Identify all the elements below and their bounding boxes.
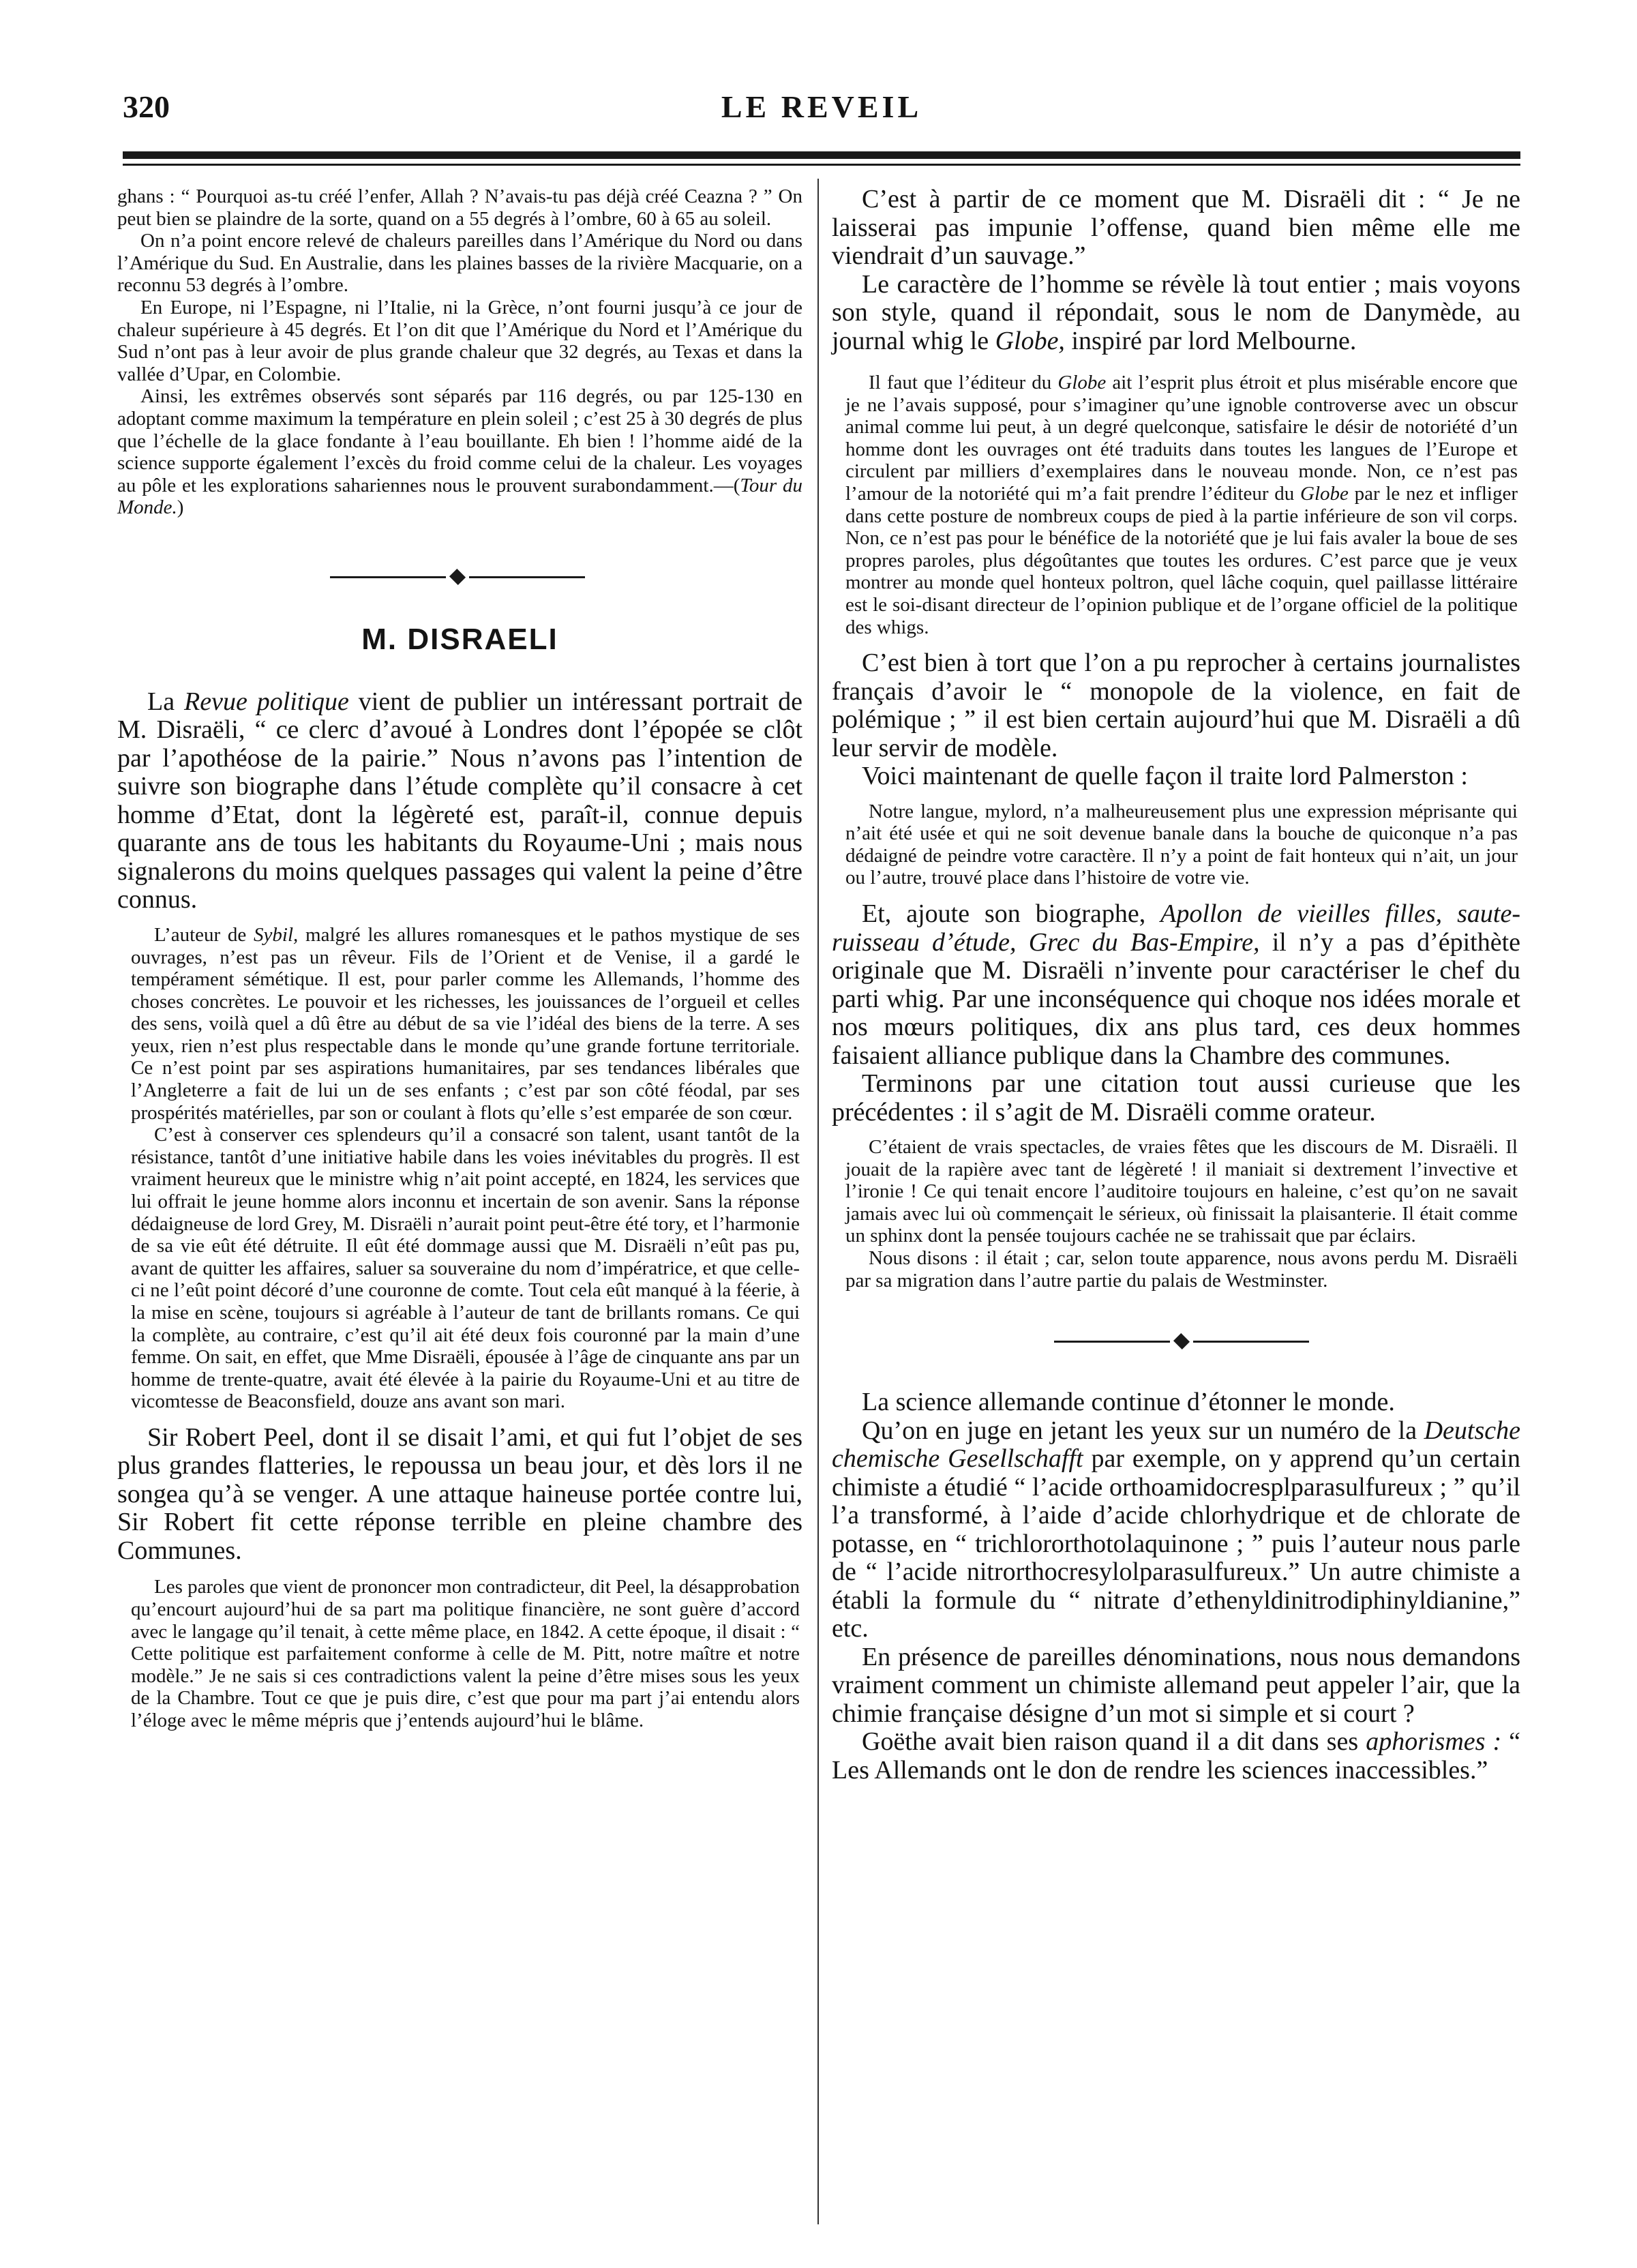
epithets: Apollon de vieilles filles, saute-ruisseau d’étude, Grec du Bas-Empire,: [832, 899, 1520, 957]
article-paragraph: La science allemande continue d’étonner le monde.: [862, 1388, 1395, 1417]
article-paragraph: [117, 688, 802, 914]
article-paragraph: Terminons par une citation tout aussi curieuse que les précédentes : il s’agit de M. Disraëli comme orateur.: [832, 1069, 1520, 1126]
left-column: [117, 185, 802, 1732]
paragraph-text: ): [177, 496, 184, 519]
paragraph-text: Qu’on en juge en jetant les yeux sur un numéro de la: [862, 1416, 1424, 1445]
paragraph-text: par exemple, on y apprend qu’un certain chimiste a étudié “ l’acide orthoamidocresplparasulfureux ; ” qu’il l’a transformé, à l’aide d’acide chlorhydrique et de chlorate de potasse, en “ trichlororthotolaquinone ; ” puis l’auteur nous parle de “ l’acide nitrorthocresylolparasulfureux.” Un autre chimiste a établi la formule du “ nitrate d’ethenyldinitrodiphinyldianine,” etc.: [832, 1444, 1520, 1643]
publication-name: Revue politique: [184, 687, 349, 716]
article-paragraph: On n’a point encore relevé de chaleurs pareilles dans l’Amérique du Nord ou dans l’Amérique du Sud. En Australie, dans les plaines basses de la rivière Macquarie, on a reconnu 53 degrés à l’ombre.: [117, 230, 802, 297]
paragraph-text: il n’y a pas d’épithète originale que M. Disraëli n’invente pour caractériser le chef du parti whig. Par une inconséquence qui choque nos idées morale et nos mœurs politiques, dix ans plus tard, ces deux hommes faisaient alliance publique dans la Chambre des communes.: [832, 927, 1520, 1070]
page-number: 320: [123, 89, 170, 124]
paragraph-text: ait l’esprit plus étroit et plus misérable encore que je ne l’avais supposé, pour s’imaginer qu’une ignoble controverse avec un obscur animal comme lui peut, à un degré quelconque, satisfaire le désir de notoriété d’un homme dont les ouvrages ont été traduits dans toutes les langues de l’Europe et circulent par milliers d’exemplaires dans le nouveau monde. Non, ce n’est pas l’amour de la notoriété qui m’a fait prendre l’éditeur du: [845, 372, 1518, 505]
paragraph-text: malgré les allures romanesques et le pathos mystique de ses ouvrages, n’est pas un rêveur. Fils de l’Orient et de Venise, il a gardé le tempérament sémétique. Il est, pour parler comme les Allemands, l’homme des choses concrètes. Le pouvoir et les richesses, les jouissances de l’orgueil et celles des sens, voilà quel a dû être au début de sa vie l’idéal des biens de la terre. A ses yeux, rien n’est plus respectable dans le monde qu’une grande fortune territoriale. Ce n’est point par ses aspirations humanitaires, par ses tendances libérales que l’Angleterre a fait de lui un de ses enfants ; c’est par son côté féodal, par ses prospérités matérielles, par son or coulant à flots qu’elle s’est emparée de son cœur.: [131, 923, 800, 1124]
section-title: M. DISRAELI: [361, 622, 558, 656]
article-paragraph: C’est bien à tort que l’on a pu reprocher à certains journalistes français d’avoir le “ monopole de la violence, en fait de polémique ; ” il est bien certain aujourd’hui que M. Disraëli a dû leur servir de modèle.: [832, 648, 1520, 762]
quoted-passage: Les paroles que vient de prononcer mon contradicteur, dit Peel, la désapprobation qu’encourt aujourd’hui de sa part ma politique financière, ne sont guère d’accord avec le langage qu’il tenait, à cette même place, en 1842. A cette époque, il disait : “ Cette politique est parfaitement conforme à celle de M. Pitt, notre maître et notre modèle.” Je ne sais si ces contradictions valent la peine d’être mises sous les yeux de la Chambre. Tout ce que je puis dire, c’est que pour ma part j’ai entendu alors l’éloge avec le même mépris que j’entends aujourd’hui le blâme.: [131, 1576, 800, 1732]
article-paragraph: [117, 385, 802, 519]
article-paragraph: Voici maintenant de quelle façon il traite lord Palmerston :: [862, 762, 1468, 791]
page-header: [123, 89, 1520, 136]
quoted-passage: [832, 372, 1520, 638]
section-ornament: [117, 567, 802, 587]
quoted-passage: C’étaient de vrais spectacles, de vraies fêtes que les discours de M. Disraëli. Il jouait de la rapière avec tant de légèreté ! il maniait si dextrement l’invective et l’ironie ! Ce qui tenait encore l’auditoire toujours en haleine, c’est qu’on ne savait jamais avec lui où commençait le sérieux, où finissait la plaisanterie. Il était comme un sphinx dont la pensée toujours cachée ne se trahissait que par éclairs.: [845, 1136, 1518, 1247]
paragraph-text: vient de publier un intéressant portrait de M. Disraëli, “ ce clerc d’avoué à Londres dont l’épopée se clôt par l’apothéose de la pairie.” Nous n’avons pas l’intention de suivre son biographe dans l’étude complète qu’il consacre à cet homme d’Etat, dont la légèreté est, paraît-il, connue depuis quarante ans de tous les habitants du Royaume-Uni ; mais nous signalerons du moins quelques passages qui valent la peine d’être connus.: [117, 687, 802, 914]
section-ornament: [832, 1331, 1520, 1352]
article-paragraph: ghans : “ Pourquoi as-tu créé l’enfer, Allah ? N’avais-tu pas déjà créé Ceazna ? ” On peut bien se plaindre de la sorte, quand on a 55 degrés à l’ombre, 60 à 65 au soleil.: [117, 185, 802, 230]
paragraph-text: Ainsi, les extrêmes observés sont séparés par 116 degrés, ou par 125-130 en adoptant comme maximum la température en plein soleil ; c’est 25 à 30 degrés de plus que l’échelle de la glace fondante à l’eau bouillante. Eh bien ! l’homme aidé de la science supporte également l’excès du froid comme celui de la chaleur. Les voyages au pôle et les explorations sahariennes nous le prouvent surabondamment.—(: [117, 385, 802, 496]
paragraph-text: “ Les Allemands ont le don de rendre les sciences inaccessibles.”: [832, 1727, 1521, 1785]
right-column: [832, 185, 1520, 1785]
paragraph-text: L’auteur de: [154, 923, 254, 946]
source-citation: Tour du Monde.: [117, 474, 802, 519]
publication-name: Deutsche chemische Gesellschafft: [832, 1416, 1520, 1474]
publication-name: Globe,: [995, 326, 1065, 355]
column-separator: [817, 179, 819, 2224]
paragraph-text: inspiré par lord Melbourne.: [1064, 326, 1357, 355]
paragraph-text: Il faut que l’éditeur du: [869, 372, 1058, 393]
article-paragraph: En Europe, ni l’Espagne, ni l’Italie, ni la Grèce, n’ont fourni jusqu’à ce jour de chaleur supérieure à 45 degrés. Et l’on dit que l’Amérique du Nord et l’Amérique du Sud n’ont pas à leur avoir de plus grande chaleur que 32 degrés, au Texas et dans la vallée d’Upar, en Colombie.: [117, 296, 802, 385]
article-paragraph: [832, 1728, 1520, 1785]
journal-title: LE REVEIL: [721, 89, 922, 124]
article-paragraph: C’est à partir de ce moment que M. Disraëli dit : “ Je ne laisserai pas impunie l’offense, quand bien même elle me viendrait d’un sauvage.”: [832, 185, 1520, 270]
quoted-passage: [117, 924, 802, 1124]
quoted-passage: Nous disons : il était ; car, selon toute apparence, nous avons perdu M. Disraëli par sa migration dans l’autre partie du palais de Westminster.: [845, 1247, 1518, 1292]
header-rule-thin: [123, 164, 1520, 166]
article-paragraph: [832, 271, 1520, 356]
book-title: Sybil,: [254, 923, 299, 946]
book-title: aphorismes :: [1366, 1727, 1502, 1757]
quoted-passage: Notre langue, mylord, n’a malheureusement plus une expression méprisante qui n’ait été usée et qui ne soit devenue banale dans la bouche de quiconque n’a pas dédaigné de peindre votre caractère. Il n’y a point de fait honteux qui n’ait, un jour ou l’autre, trouvé place dans l’histoire de votre vie.: [845, 800, 1518, 889]
article-paragraph: Sir Robert Peel, dont il se disait l’ami, et qui fut l’objet de ses plus grandes flatteries, le repoussa un beau jour, et dès lors il ne songea qu’à se venger. A une attaque haineuse portée contre lui, Sir Robert fit cette réponse terrible en pleine chambre des Communes.: [117, 1422, 802, 1565]
article-paragraph: En présence de pareilles dénominations, nous nous demandons vraiment comment un chimiste allemand peut appeler l’air, que la chimie française désigne d’un mot si simple et si court ?: [832, 1642, 1520, 1728]
article-paragraph: [832, 1417, 1520, 1643]
header-rule-thick: [123, 151, 1520, 159]
publication-name: Globe: [1300, 482, 1349, 505]
quoted-passage: C’est à conserver ces splendeurs qu’il a consacré son talent, usant tantôt de la résistance, tantôt d’une initiative habile dans les voies inévitables du progrès. Il est vraiment heureux que le ministre whig n’ait point accepté, en 1824, les services que lui offrait le jeune homme alors inconnu et incertain de son avenir. Sans la réponse dédaigneuse de lord Grey, M. Disraëli n’aurait point peut-être été tory, et l’harmonie de sa vie eût été détruite. Il eût été dommage aussi que M. Disraëli n’eût pas pu, avant de quitter les affaires, saluer sa souveraine du nom d’impératrice, et que celle-ci ne l’eût point décoré d’une couronne de comte. Tout cela eût manqué à la féerie, à la mise en scène, toujours si agréable à l’auteur de tant de brillants romans. Ce qui la complète, au contraire, c’est qu’il ait été deux fois couronné par la main d’une femme. On sait, en effet, que Mme Disraëli, épousée à l’âge de cinquante ans par un homme de trente-quatre, avait été élevée à la pairie du Royaume-Uni et au titre de vicomtesse de Beaconsfield, douze ans avant son mari.: [131, 1124, 800, 1413]
article-paragraph: [832, 900, 1520, 1070]
paragraph-text: La: [147, 687, 184, 716]
publication-name: Globe: [1057, 372, 1107, 393]
paragraph-text: Goëthe avait bien raison quand il a dit dans ses: [862, 1727, 1366, 1757]
paragraph-text: Et, ajoute son biographe,: [862, 899, 1161, 928]
paragraph-text: Le caractère de l’homme se révèle là tout entier ; mais voyons son style, quand il répondait, sous le nom de Danymède, au journal whig le: [832, 269, 1520, 355]
paragraph-text: par le nez et infliger dans cette posture de nombreux coups de pied à la partie inférieure de son vil corps. Non, ce n’est pas pour le bénéfice de la notoriété que je lui fais avaler la boue de ses propres paroles, plus dégoûtantes que toutes les ordures. C’est parce que je veux montrer au monde quel honteux poltron, quel lâche coquin, quel paillasse littéraire est le soi-disant directeur de l’opinion publique et de l’organe officiel de la politique des whigs.: [845, 482, 1518, 638]
